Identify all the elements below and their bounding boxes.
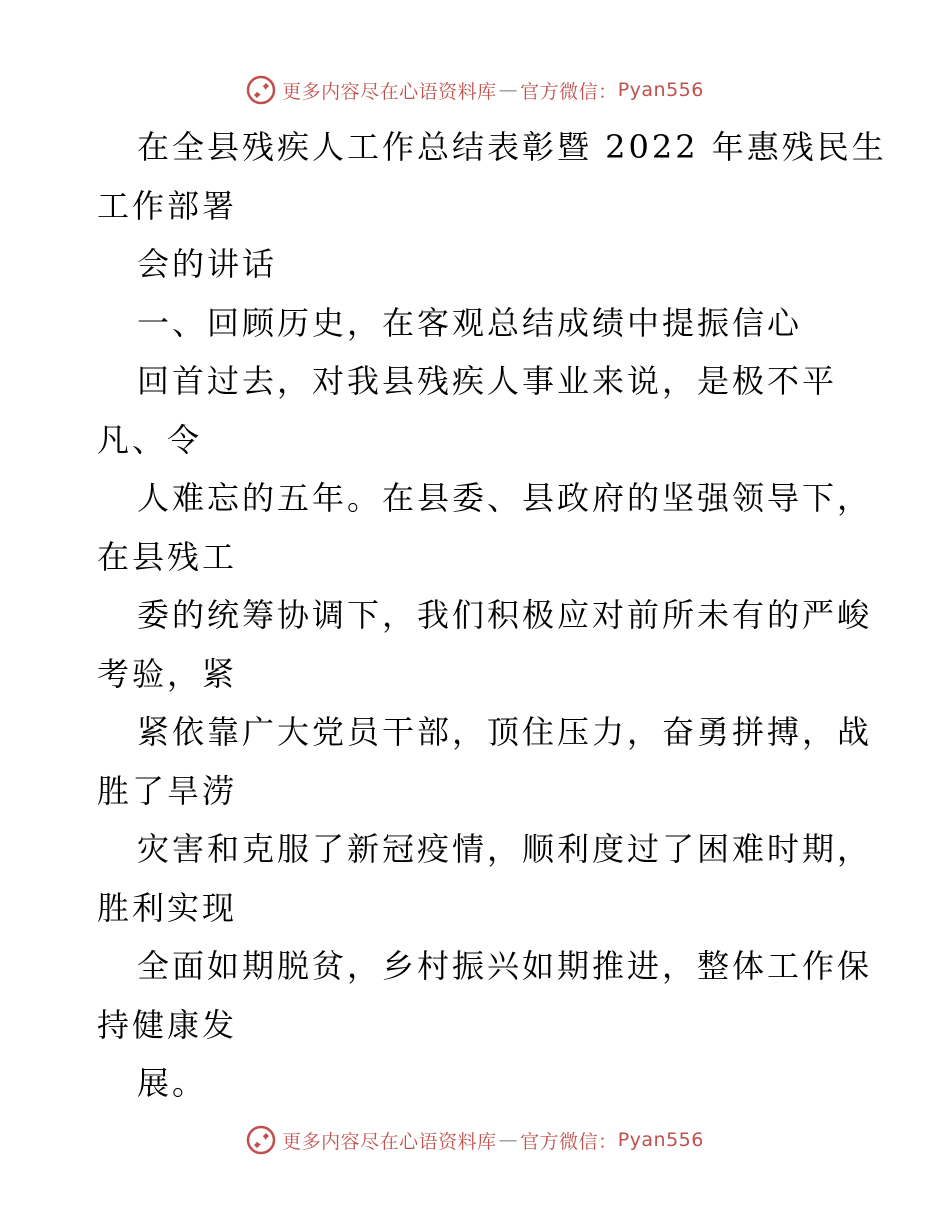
doc-line: 全面如期脱贫，乡村振兴如期推进，整体工作保 (137, 947, 873, 985)
doc-line: 持健康发 (97, 1005, 238, 1044)
footer-watermark (0, 1120, 950, 1160)
watermark-text: 更多内容尽在心语资料库 (282, 80, 497, 103)
doc-line: 胜了旱涝 (97, 771, 238, 810)
doc-line: 在县残工 (97, 537, 238, 576)
doc-line: 展。 (137, 1064, 208, 1102)
doc-line: 回首过去，对我县残疾人事业来说，是极不平 (137, 362, 838, 400)
doc-line: 紧依靠广大党员干部，顶住压力，奋勇拼搏，战 (137, 713, 873, 751)
doc-line: 人难忘的五年。在县委、县政府的坚强领导下， (137, 479, 873, 517)
library-logo-icon (246, 1125, 276, 1155)
watermark-wechat-label: 官方微信： (520, 80, 618, 103)
doc-line: 胜利实现 (97, 888, 238, 927)
watermark-separator: — (498, 79, 519, 101)
doc-line: 凡、令 (97, 420, 203, 459)
library-logo-icon (246, 75, 276, 105)
doc-line: 一、回顾历史，在客观总结成绩中提振信心 (137, 303, 803, 342)
watermark-wechat-id: Pyan556 (617, 79, 704, 101)
doc-line: 考验，紧 (97, 654, 238, 693)
header-watermark (0, 70, 950, 110)
document-body (97, 118, 887, 1113)
watermark-wechat-id: Pyan556 (617, 1129, 704, 1151)
watermark-separator: — (498, 1129, 519, 1151)
doc-line: 灾害和克服了新冠疫情，顺利度过了困难时期， (137, 830, 873, 868)
watermark-text: 更多内容尽在心语资料库 (282, 1130, 497, 1153)
doc-line: 委的统筹协调下，我们积极应对前所未有的严峻 (137, 596, 873, 634)
doc-line: 在全县残疾人工作总结表彰暨 2022 年惠残民生 (137, 128, 887, 166)
watermark-wechat-label: 官方微信： (520, 1130, 618, 1153)
doc-line: 工作部署 (97, 186, 238, 225)
doc-line: 会的讲话 (137, 245, 278, 283)
